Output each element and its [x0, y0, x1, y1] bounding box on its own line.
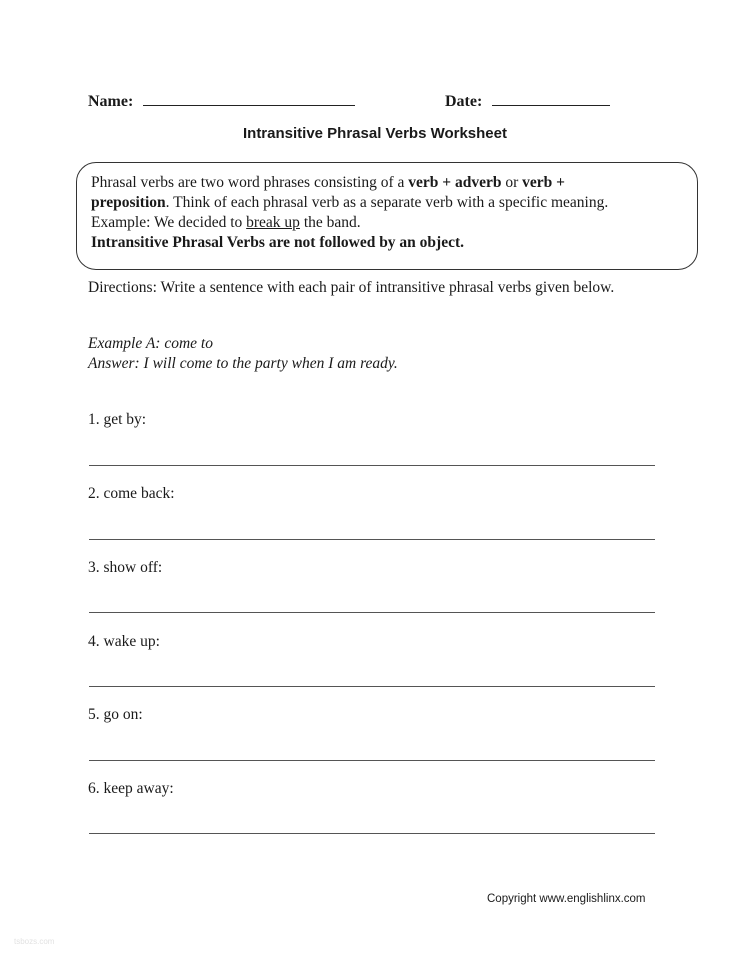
watermark: tsbozs.com — [14, 937, 55, 946]
answer-line[interactable] — [89, 612, 655, 613]
definition-box — [76, 162, 698, 270]
verb-preposition-term-start: verb + — [522, 174, 565, 191]
directions-text: Directions: Write a sentence with each pair of intransitive phrasal verbs given below. — [88, 279, 615, 296]
question-label: 4. wake up: — [88, 633, 160, 650]
example-block — [88, 334, 398, 374]
example-prompt: Example A: come to — [88, 335, 213, 352]
answer-line[interactable] — [89, 833, 655, 834]
question-label: 6. keep away: — [88, 780, 174, 797]
question-label: 5. go on: — [88, 706, 143, 723]
definition-rule: Intransitive Phrasal Verbs are not followed by an object. — [91, 234, 465, 251]
name-input[interactable] — [143, 90, 355, 106]
worksheet-title: Intransitive Phrasal Verbs Worksheet — [242, 125, 507, 142]
question-label: 2. come back: — [88, 485, 175, 502]
example-answer: Answer: I will come to the party when I am ready. — [88, 355, 398, 372]
question-label: 1. get by: — [88, 411, 147, 428]
definition-line-2: preposition. Think of each phrasal verb as a separate verb with a specific meaning. — [91, 194, 609, 211]
date-input[interactable] — [492, 90, 610, 106]
example-phrasal-verb: break up — [246, 214, 300, 231]
definition-example: Example: We decided to break up the band. — [91, 214, 361, 231]
date-label: Date: — [445, 93, 483, 110]
answer-line[interactable] — [89, 686, 655, 687]
date-field — [445, 90, 610, 111]
verb-preposition-term-end: preposition — [91, 194, 166, 211]
answer-line[interactable] — [89, 539, 655, 540]
copyright-notice: Copyright www.englishlinx.com — [487, 893, 646, 905]
answer-line[interactable] — [89, 760, 655, 761]
name-field — [88, 90, 355, 111]
name-label: Name: — [88, 93, 134, 110]
definition-line-1: Phrasal verbs are two word phrases consisting of a verb + adverb or verb + — [91, 174, 565, 191]
question-label: 3. show off: — [88, 559, 163, 576]
answer-line[interactable] — [89, 465, 655, 466]
verb-adverb-term: verb + adverb — [408, 174, 502, 191]
